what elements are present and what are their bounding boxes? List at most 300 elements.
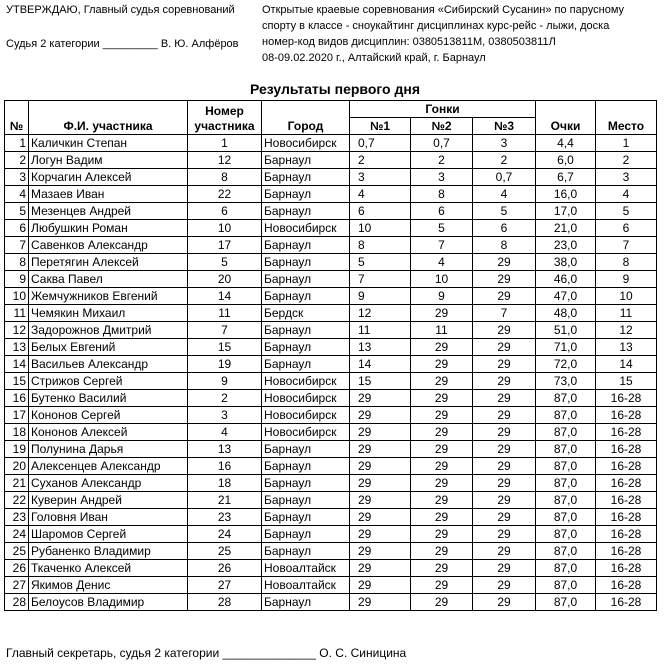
participant-name-cell: Логун Вадим: [29, 152, 188, 169]
points-cell: 87,0: [536, 526, 596, 543]
participant-number-cell: 8: [188, 169, 262, 186]
points-cell: 87,0: [536, 543, 596, 560]
city-cell: Новоалтайск: [262, 560, 350, 577]
place-cell: 8: [596, 254, 657, 271]
participant-number-cell: 18: [188, 475, 262, 492]
table-row: [5, 526, 657, 543]
table-row: [5, 492, 657, 509]
table-row: [5, 203, 657, 220]
participant-number-cell: 12: [188, 152, 262, 169]
place-cell: 16-28: [596, 492, 657, 509]
participant-number-cell: 14: [188, 288, 262, 305]
points-cell: 87,0: [536, 577, 596, 594]
race-1-cell: 9: [350, 288, 411, 305]
col-header-points: Очки: [536, 101, 596, 135]
race-2-cell: 29: [411, 526, 473, 543]
city-cell: Новосибирск: [262, 424, 350, 441]
place-cell: 16-28: [596, 594, 657, 611]
participant-number-cell: 22: [188, 186, 262, 203]
race-3-cell: 29: [473, 322, 536, 339]
page-title: Результаты первого дня: [250, 81, 420, 97]
race-2-cell: 2: [411, 152, 473, 169]
participant-name-cell: Васильев Александр: [29, 356, 188, 373]
points-cell: 6,7: [536, 169, 596, 186]
participant-number-cell: 26: [188, 560, 262, 577]
participant-name-cell: Перетягин Алексей: [29, 254, 188, 271]
points-cell: 38,0: [536, 254, 596, 271]
race-1-cell: 8: [350, 237, 411, 254]
race-1-cell: 29: [350, 492, 411, 509]
table-row: [5, 509, 657, 526]
row-num-cell: 5: [5, 203, 29, 220]
points-cell: 21,0: [536, 220, 596, 237]
race-2-cell: 5: [411, 220, 473, 237]
race-3-cell: 6: [473, 220, 536, 237]
place-cell: 16-28: [596, 441, 657, 458]
city-cell: Барнаул: [262, 322, 350, 339]
points-cell: 87,0: [536, 594, 596, 611]
results-table: [4, 100, 657, 611]
participant-number-cell: 25: [188, 543, 262, 560]
event-line: Открытые краевые соревнования «Сибирский Сусанин» по парусному: [262, 4, 625, 16]
points-cell: 73,0: [536, 373, 596, 390]
city-cell: Барнаул: [262, 203, 350, 220]
race-2-cell: 29: [411, 424, 473, 441]
place-cell: 4: [596, 186, 657, 203]
race-2-cell: 29: [411, 475, 473, 492]
points-cell: 87,0: [536, 458, 596, 475]
participant-number-cell: 21: [188, 492, 262, 509]
race-3-cell: 29: [473, 458, 536, 475]
race-1-cell: 14: [350, 356, 411, 373]
race-2-cell: 29: [411, 305, 473, 322]
col-header-races: Гонки: [350, 101, 536, 118]
col-header-race-3: №3: [473, 118, 536, 135]
place-cell: 10: [596, 288, 657, 305]
points-cell: 87,0: [536, 475, 596, 492]
row-num-cell: 17: [5, 407, 29, 424]
row-num-cell: 12: [5, 322, 29, 339]
race-1-cell: 10: [350, 220, 411, 237]
row-num-cell: 10: [5, 288, 29, 305]
race-3-cell: 29: [473, 543, 536, 560]
city-cell: Барнаул: [262, 543, 350, 560]
city-cell: Барнаул: [262, 186, 350, 203]
place-cell: 16-28: [596, 475, 657, 492]
participant-number-cell: 27: [188, 577, 262, 594]
participant-number-cell: 5: [188, 254, 262, 271]
col-header-participant-number-line2: участника: [194, 119, 255, 133]
points-cell: 87,0: [536, 492, 596, 509]
race-3-cell: 29: [473, 475, 536, 492]
table-row: [5, 186, 657, 203]
race-2-cell: 29: [411, 560, 473, 577]
participant-number-cell: 28: [188, 594, 262, 611]
event-line: номер-код видов дисциплин: 0380513811М, 0380503811Л: [262, 36, 556, 48]
participant-name-cell: Головня Иван: [29, 509, 188, 526]
race-2-cell: 29: [411, 458, 473, 475]
race-1-cell: 2: [350, 152, 411, 169]
race-2-cell: 29: [411, 509, 473, 526]
participant-number-cell: 11: [188, 305, 262, 322]
approval-line: УТВЕРЖДАЮ, Главный судья соревнований: [6, 4, 235, 16]
race-1-cell: 29: [350, 441, 411, 458]
points-cell: 87,0: [536, 560, 596, 577]
participant-name-cell: Алексенцев Александр: [29, 458, 188, 475]
race-3-cell: 29: [473, 526, 536, 543]
row-num-cell: 26: [5, 560, 29, 577]
place-cell: 7: [596, 237, 657, 254]
participant-name-cell: Кононов Алексей: [29, 424, 188, 441]
row-num-cell: 16: [5, 390, 29, 407]
participant-number-cell: 20: [188, 271, 262, 288]
row-num-cell: 8: [5, 254, 29, 271]
points-cell: 23,0: [536, 237, 596, 254]
participant-number-cell: 17: [188, 237, 262, 254]
race-1-cell: 29: [350, 526, 411, 543]
place-cell: 13: [596, 339, 657, 356]
participant-name-cell: Мезенцев Андрей: [29, 203, 188, 220]
participant-name-cell: Якимов Денис: [29, 577, 188, 594]
race-2-cell: 4: [411, 254, 473, 271]
race-2-cell: 3: [411, 169, 473, 186]
row-num-cell: 24: [5, 526, 29, 543]
race-3-cell: 29: [473, 424, 536, 441]
participant-name-cell: Бутенко Василий: [29, 390, 188, 407]
place-cell: 16-28: [596, 407, 657, 424]
participant-name-cell: Корчагин Алексей: [29, 169, 188, 186]
race-2-cell: 29: [411, 594, 473, 611]
city-cell: Барнаул: [262, 509, 350, 526]
table-row: [5, 543, 657, 560]
table-row: [5, 424, 657, 441]
race-2-cell: 11: [411, 322, 473, 339]
city-cell: Новоалтайск: [262, 577, 350, 594]
participant-number-cell: 19: [188, 356, 262, 373]
participant-number-cell: 13: [188, 441, 262, 458]
points-cell: 4,4: [536, 135, 596, 152]
race-1-cell: 7: [350, 271, 411, 288]
city-cell: Барнаул: [262, 339, 350, 356]
points-cell: 87,0: [536, 424, 596, 441]
race-2-cell: 29: [411, 441, 473, 458]
race-2-cell: 6: [411, 203, 473, 220]
city-cell: Барнаул: [262, 271, 350, 288]
col-header-name: Ф.И. участника: [29, 101, 188, 135]
row-num-cell: 18: [5, 424, 29, 441]
race-1-cell: 29: [350, 407, 411, 424]
points-cell: 71,0: [536, 339, 596, 356]
participant-number-cell: 10: [188, 220, 262, 237]
participant-number-cell: 16: [188, 458, 262, 475]
race-3-cell: 29: [473, 407, 536, 424]
points-cell: 87,0: [536, 407, 596, 424]
row-num-cell: 13: [5, 339, 29, 356]
participant-number-cell: 3: [188, 407, 262, 424]
place-cell: 12: [596, 322, 657, 339]
city-cell: Новосибирск: [262, 220, 350, 237]
city-cell: Барнаул: [262, 356, 350, 373]
race-1-cell: 6: [350, 203, 411, 220]
place-cell: 16-28: [596, 577, 657, 594]
participant-number-cell: 2: [188, 390, 262, 407]
race-1-cell: 11: [350, 322, 411, 339]
participant-name-cell: Суханов Александр: [29, 475, 188, 492]
city-cell: Новосибирск: [262, 390, 350, 407]
table-row: [5, 458, 657, 475]
race-3-cell: 29: [473, 339, 536, 356]
participant-name-cell: Полунина Дарья: [29, 441, 188, 458]
table-row: [5, 254, 657, 271]
participant-name-cell: Каличкин Степан: [29, 135, 188, 152]
race-1-cell: 0,7: [350, 135, 411, 152]
race-3-cell: 29: [473, 577, 536, 594]
race-2-cell: 29: [411, 577, 473, 594]
participant-number-cell: 9: [188, 373, 262, 390]
participant-name-cell: Куверин Андрей: [29, 492, 188, 509]
table-row: [5, 475, 657, 492]
table-row: [5, 169, 657, 186]
col-header-place: Место: [596, 101, 657, 135]
place-cell: 16-28: [596, 458, 657, 475]
race-1-cell: 5: [350, 254, 411, 271]
col-header-race-1: №1: [350, 118, 411, 135]
col-header-participant-number-line1: Номер: [205, 104, 244, 118]
place-cell: 5: [596, 203, 657, 220]
race-1-cell: 29: [350, 577, 411, 594]
race-3-cell: 3: [473, 135, 536, 152]
place-cell: 16-28: [596, 560, 657, 577]
table-row: [5, 373, 657, 390]
participant-name-cell: Рубаненко Владимир: [29, 543, 188, 560]
points-cell: 72,0: [536, 356, 596, 373]
row-num-cell: 15: [5, 373, 29, 390]
event-line: спорту в классе - сноукайтинг дисциплинах курс-рейс - лыжи, доска: [262, 20, 610, 32]
points-cell: 87,0: [536, 390, 596, 407]
place-cell: 16-28: [596, 526, 657, 543]
participant-name-cell: Шаромов Сергей: [29, 526, 188, 543]
participant-name-cell: Любушкин Роман: [29, 220, 188, 237]
race-2-cell: 9: [411, 288, 473, 305]
participant-name-cell: Ткаченко Алексей: [29, 560, 188, 577]
race-2-cell: 29: [411, 356, 473, 373]
race-3-cell: 29: [473, 254, 536, 271]
race-1-cell: 15: [350, 373, 411, 390]
place-cell: 1: [596, 135, 657, 152]
place-cell: 6: [596, 220, 657, 237]
table-row: [5, 152, 657, 169]
row-num-cell: 14: [5, 356, 29, 373]
city-cell: Бердск: [262, 305, 350, 322]
city-cell: Барнаул: [262, 237, 350, 254]
participant-name-cell: Белых Евгений: [29, 339, 188, 356]
row-num-cell: 25: [5, 543, 29, 560]
race-2-cell: 29: [411, 407, 473, 424]
row-num-cell: 11: [5, 305, 29, 322]
race-2-cell: 10: [411, 271, 473, 288]
points-cell: 87,0: [536, 509, 596, 526]
participant-name-cell: Белоусов Владимир: [29, 594, 188, 611]
race-1-cell: 29: [350, 509, 411, 526]
col-header-city: Город: [262, 101, 350, 135]
race-2-cell: 29: [411, 543, 473, 560]
table-row: [5, 135, 657, 152]
participant-name-cell: Задорожнов Дмитрий: [29, 322, 188, 339]
table-row: [5, 339, 657, 356]
table-row: [5, 237, 657, 254]
place-cell: 15: [596, 373, 657, 390]
race-2-cell: 29: [411, 390, 473, 407]
city-cell: Барнаул: [262, 475, 350, 492]
row-num-cell: 23: [5, 509, 29, 526]
place-cell: 2: [596, 152, 657, 169]
participant-name-cell: Кононов Сергей: [29, 407, 188, 424]
event-line: 08-09.02.2020 г., Алтайский край, г. Барнаул: [262, 52, 486, 64]
race-3-cell: 29: [473, 560, 536, 577]
table-row: [5, 577, 657, 594]
place-cell: 3: [596, 169, 657, 186]
row-num-cell: 27: [5, 577, 29, 594]
table-row: [5, 390, 657, 407]
place-cell: 16-28: [596, 390, 657, 407]
points-cell: 16,0: [536, 186, 596, 203]
race-3-cell: 29: [473, 390, 536, 407]
participant-number-cell: 24: [188, 526, 262, 543]
row-num-cell: 9: [5, 271, 29, 288]
race-3-cell: 29: [473, 509, 536, 526]
results-body: [5, 135, 657, 611]
points-cell: 47,0: [536, 288, 596, 305]
race-3-cell: 5: [473, 203, 536, 220]
points-cell: 17,0: [536, 203, 596, 220]
race-2-cell: 29: [411, 373, 473, 390]
city-cell: Барнаул: [262, 526, 350, 543]
race-2-cell: 29: [411, 339, 473, 356]
points-cell: 46,0: [536, 271, 596, 288]
place-cell: 16-28: [596, 543, 657, 560]
participant-name-cell: Стрижов Сергей: [29, 373, 188, 390]
city-cell: Новосибирск: [262, 407, 350, 424]
row-num-cell: 22: [5, 492, 29, 509]
participant-number-cell: 15: [188, 339, 262, 356]
city-cell: Новосибирск: [262, 135, 350, 152]
race-2-cell: 0,7: [411, 135, 473, 152]
city-cell: Барнаул: [262, 169, 350, 186]
table-row: [5, 356, 657, 373]
race-3-cell: 29: [473, 441, 536, 458]
col-header-participant-number: [188, 101, 262, 135]
place-cell: 16-28: [596, 424, 657, 441]
race-1-cell: 29: [350, 543, 411, 560]
participant-name-cell: Савенков Александр: [29, 237, 188, 254]
row-num-cell: 20: [5, 458, 29, 475]
table-row: [5, 322, 657, 339]
race-2-cell: 7: [411, 237, 473, 254]
place-cell: 11: [596, 305, 657, 322]
city-cell: Барнаул: [262, 254, 350, 271]
table-row: [5, 441, 657, 458]
city-cell: Барнаул: [262, 152, 350, 169]
race-3-cell: 4: [473, 186, 536, 203]
city-cell: Барнаул: [262, 492, 350, 509]
participant-number-cell: 4: [188, 424, 262, 441]
race-3-cell: 29: [473, 492, 536, 509]
city-cell: Барнаул: [262, 441, 350, 458]
race-3-cell: 29: [473, 356, 536, 373]
participant-name-cell: Чемякин Михаил: [29, 305, 188, 322]
points-cell: 6,0: [536, 152, 596, 169]
participant-name-cell: Саква Павел: [29, 271, 188, 288]
race-1-cell: 29: [350, 560, 411, 577]
event-description: [262, 2, 624, 66]
col-header-race-2: №2: [411, 118, 473, 135]
points-cell: 48,0: [536, 305, 596, 322]
row-num-cell: 1: [5, 135, 29, 152]
race-1-cell: 3: [350, 169, 411, 186]
table-row: [5, 594, 657, 611]
race-3-cell: 29: [473, 271, 536, 288]
race-2-cell: 8: [411, 186, 473, 203]
place-cell: 9: [596, 271, 657, 288]
race-1-cell: 29: [350, 475, 411, 492]
race-3-cell: 29: [473, 288, 536, 305]
row-num-cell: 3: [5, 169, 29, 186]
race-3-cell: 29: [473, 373, 536, 390]
city-cell: Барнаул: [262, 458, 350, 475]
points-cell: 87,0: [536, 441, 596, 458]
row-num-cell: 21: [5, 475, 29, 492]
table-row: [5, 407, 657, 424]
race-3-cell: 0,7: [473, 169, 536, 186]
race-3-cell: 29: [473, 594, 536, 611]
col-header-num: №: [5, 101, 29, 135]
race-1-cell: 29: [350, 594, 411, 611]
table-row: [5, 560, 657, 577]
table-row: [5, 271, 657, 288]
table-row: [5, 220, 657, 237]
participant-number-cell: 1: [188, 135, 262, 152]
table-row: [5, 288, 657, 305]
participant-number-cell: 7: [188, 322, 262, 339]
city-cell: Новосибирск: [262, 373, 350, 390]
place-cell: 16-28: [596, 509, 657, 526]
race-1-cell: 29: [350, 390, 411, 407]
row-num-cell: 6: [5, 220, 29, 237]
row-num-cell: 7: [5, 237, 29, 254]
participant-name-cell: Мазаев Иван: [29, 186, 188, 203]
row-num-cell: 2: [5, 152, 29, 169]
city-cell: Барнаул: [262, 288, 350, 305]
place-cell: 14: [596, 356, 657, 373]
race-1-cell: 13: [350, 339, 411, 356]
city-cell: Барнаул: [262, 594, 350, 611]
race-2-cell: 29: [411, 492, 473, 509]
table-row: [5, 305, 657, 322]
row-num-cell: 4: [5, 186, 29, 203]
race-1-cell: 12: [350, 305, 411, 322]
participant-number-cell: 6: [188, 203, 262, 220]
race-3-cell: 8: [473, 237, 536, 254]
row-num-cell: 19: [5, 441, 29, 458]
race-3-cell: 2: [473, 152, 536, 169]
points-cell: 51,0: [536, 322, 596, 339]
race-3-cell: 7: [473, 305, 536, 322]
row-num-cell: 28: [5, 594, 29, 611]
judge-signature-line: Судья 2 категории _________ В. Ю. Алфёров: [6, 38, 239, 50]
race-1-cell: 29: [350, 458, 411, 475]
race-1-cell: 4: [350, 186, 411, 203]
participant-number-cell: 23: [188, 509, 262, 526]
